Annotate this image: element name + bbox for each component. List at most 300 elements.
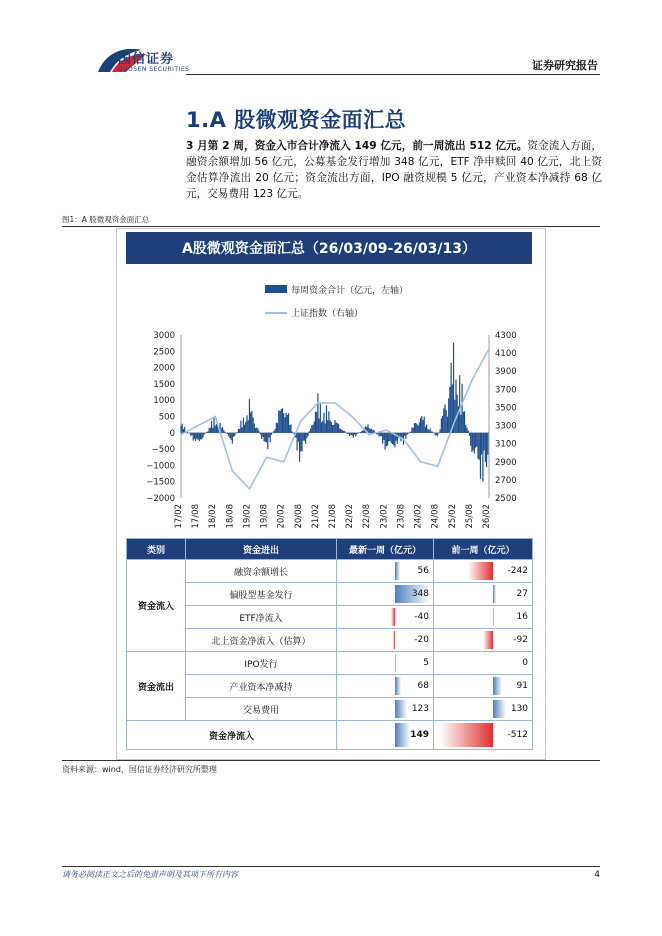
flow-bar — [386, 433, 387, 446]
latest-cell — [337, 698, 434, 721]
flow-bar — [306, 433, 307, 438]
flow-bar — [462, 384, 463, 433]
flow-bar — [237, 432, 238, 433]
flow-bar — [437, 433, 438, 437]
flow-bar — [448, 398, 449, 432]
table-row — [127, 560, 533, 583]
y-right-tick-label: 3100 — [495, 439, 517, 450]
y-right-tick-label: 3300 — [495, 421, 517, 432]
latest-cell-value: -40 — [414, 612, 429, 622]
flow-bar — [334, 420, 335, 433]
flow-bar — [273, 431, 274, 433]
header-item: 资金进出 — [186, 539, 337, 560]
summary-lead: 3 月第 2 周，资金入市合计净流入 149 亿元，前一周流出 512 亿元。 — [186, 140, 528, 152]
latest-cell-value: 5 — [423, 658, 429, 668]
table-row — [127, 698, 533, 721]
index-point — [249, 488, 251, 490]
x-tick-label: 18/02 — [208, 504, 219, 529]
flow-bar — [455, 380, 456, 433]
flow-bar — [254, 423, 255, 432]
flow-bar — [480, 433, 481, 479]
flow-bar — [345, 433, 346, 434]
flow-bar — [427, 429, 428, 433]
y-right-tick-label: 2700 — [495, 475, 517, 486]
header-category: 类别 — [127, 539, 186, 560]
latest-cell-value: 348 — [411, 589, 429, 599]
flow-bar — [422, 420, 423, 433]
capital-flow-chart — [117, 229, 543, 535]
flow-bar — [339, 428, 340, 432]
y-right-tick-label: 2500 — [495, 494, 517, 504]
flow-bar — [418, 426, 419, 433]
table-row — [127, 675, 533, 698]
flow-bar — [466, 428, 467, 433]
flow-bar — [314, 421, 315, 432]
flow-bar — [425, 427, 426, 433]
flow-bar — [272, 433, 273, 434]
flow-bar — [454, 400, 455, 433]
x-tick-label: 20/02 — [276, 504, 287, 529]
x-tick-label: 25/08 — [464, 504, 475, 529]
flow-bar — [471, 433, 472, 452]
table-header-row — [127, 539, 533, 560]
figure-bottom-divider — [62, 760, 600, 761]
prev-cell-bar — [493, 585, 496, 603]
y-left-tick-label: 0 — [169, 428, 175, 439]
flow-bar — [435, 433, 436, 436]
flow-bar — [260, 433, 261, 435]
flow-bar — [460, 415, 461, 433]
prev-cell-value: 130 — [510, 704, 528, 714]
summary-body: 资金流入方面，融资余额增加 56 亿元，公募基金发行增加 348 亿元，ETF 净申赎回 40 亿元，北上资金估算净流出 20 亿元；资金流出方面，IPO 融资规模 5 亿元，产业资本净减持 68 亿元，交易费用 123 亿元。 — [186, 140, 603, 200]
flow-bar — [320, 404, 321, 433]
flow-bar — [367, 424, 368, 432]
table-row — [127, 583, 533, 606]
table-row — [127, 606, 533, 629]
flow-bar — [355, 433, 356, 437]
flow-bar — [469, 433, 470, 436]
latest-cell-bar — [393, 631, 395, 649]
total-label: 资金净流入 — [127, 721, 337, 750]
flow-bar — [380, 433, 381, 436]
flow-bar — [326, 405, 327, 433]
flow-bar — [238, 429, 239, 433]
report-type-label: 证券研究报告 — [532, 59, 598, 72]
x-tick-label: 20/08 — [293, 504, 304, 529]
prev-cell — [434, 583, 533, 606]
flow-bar — [436, 433, 437, 435]
flow-bar — [429, 430, 430, 433]
flow-bar — [213, 417, 214, 433]
total-prev-cell-value: -512 — [507, 730, 528, 740]
flow-bar — [283, 413, 284, 433]
flow-bar — [382, 433, 383, 444]
flow-bar — [350, 433, 351, 435]
flow-bar — [408, 433, 409, 434]
flow-bar — [342, 430, 343, 433]
x-tick-label: 24/02 — [413, 504, 424, 529]
flow-bar — [265, 433, 266, 442]
flow-bar — [438, 433, 439, 434]
flow-bar — [196, 433, 197, 439]
flow-bar — [385, 433, 386, 450]
total-latest-cell — [337, 721, 434, 750]
index-point — [180, 434, 182, 436]
flow-bar — [359, 433, 360, 434]
flow-bar — [477, 433, 478, 459]
figure-top-divider — [62, 226, 600, 227]
flow-bar — [470, 433, 471, 446]
x-tick-label: 17/02 — [174, 504, 184, 529]
chart-legend — [265, 284, 408, 319]
flow-bar — [182, 424, 183, 433]
flow-bar — [224, 432, 225, 433]
index-point — [454, 420, 456, 422]
flow-bar — [475, 433, 476, 448]
table-row — [127, 652, 533, 675]
flow-bar — [409, 432, 410, 433]
flow-bar — [311, 426, 312, 433]
y-left-tick-label: −1500 — [146, 477, 175, 488]
item-cell: IPO发行 — [186, 652, 337, 675]
flow-bar — [303, 433, 304, 441]
flow-bar — [191, 433, 192, 435]
flow-bar — [387, 433, 388, 446]
item-cell: 北上资金净流入（估算） — [186, 629, 337, 652]
flow-bar — [244, 425, 245, 433]
flow-bar — [266, 433, 267, 443]
flow-bar — [349, 433, 350, 436]
flow-bar — [370, 429, 371, 433]
latest-cell-bar — [395, 654, 396, 672]
flow-bar — [485, 433, 486, 462]
flow-bar — [447, 417, 448, 433]
flow-bar — [259, 431, 260, 432]
flow-bar — [330, 420, 331, 432]
flow-bar — [194, 433, 195, 439]
flow-bar — [209, 428, 210, 433]
x-tick-label: 21/02 — [310, 504, 321, 529]
flow-bar — [199, 433, 200, 441]
flow-bar — [282, 408, 283, 432]
flow-bar — [216, 424, 217, 433]
flow-bar — [264, 433, 265, 441]
index-point — [232, 470, 234, 472]
flow-bar — [297, 433, 298, 451]
flow-bar — [344, 431, 345, 433]
flow-bar — [338, 424, 339, 433]
item-cell: 偏股型基金发行 — [186, 583, 337, 606]
flow-bar — [468, 431, 469, 433]
flow-bar — [180, 426, 181, 433]
flow-bar — [312, 425, 313, 433]
x-tick-label: 19/02 — [242, 504, 253, 529]
flow-bar — [317, 393, 318, 432]
flow-bar — [235, 433, 236, 434]
y-left-tick-label: 1500 — [153, 379, 175, 390]
index-point — [403, 438, 405, 440]
x-tick-label: 23/08 — [396, 504, 407, 529]
chart-bars — [180, 343, 488, 482]
flow-bar — [255, 428, 256, 433]
flow-bar — [281, 409, 282, 433]
flow-bar — [487, 433, 488, 455]
flow-bar — [482, 433, 483, 482]
prev-cell — [434, 560, 533, 583]
page-number: 4 — [594, 870, 600, 880]
legend-bar-swatch — [265, 285, 287, 293]
latest-cell — [337, 675, 434, 698]
flow-bar — [277, 423, 278, 433]
latest-cell — [337, 583, 434, 606]
flow-bar — [278, 410, 279, 432]
flow-bar — [404, 433, 405, 436]
flow-bar — [189, 433, 190, 434]
flow-bar — [327, 420, 328, 433]
flow-bar — [240, 421, 241, 433]
flow-bar — [415, 423, 416, 433]
index-point — [386, 429, 388, 431]
flow-bar — [195, 433, 196, 441]
prev-cell — [434, 675, 533, 698]
category-cell: 资金流入 — [127, 560, 186, 652]
flow-bar — [268, 433, 269, 438]
flow-bar — [486, 433, 487, 467]
prev-cell-bar — [493, 700, 506, 718]
flow-bar — [343, 431, 344, 433]
index-point — [214, 416, 216, 418]
flow-bar — [308, 433, 309, 436]
flow-bar — [347, 433, 348, 434]
flow-bar — [279, 411, 280, 433]
flow-bar — [383, 433, 384, 440]
latest-cell-value: 123 — [411, 704, 429, 714]
index-point — [300, 420, 302, 422]
prev-cell-bar — [493, 608, 495, 626]
flow-bar — [239, 429, 240, 433]
flow-bar — [245, 422, 246, 433]
flow-bar — [484, 433, 485, 451]
y-right-tick-label: 4300 — [495, 331, 517, 341]
flow-bar — [474, 433, 475, 454]
flow-bar — [416, 424, 417, 433]
flow-bar — [253, 418, 254, 433]
flow-bar — [336, 422, 337, 432]
flow-bar — [243, 418, 244, 433]
flow-bar — [251, 411, 252, 433]
flow-bar — [193, 433, 194, 441]
index-point — [368, 434, 370, 436]
flow-bar — [304, 433, 305, 441]
total-prev-cell-bar — [440, 723, 493, 747]
total-row — [127, 721, 533, 750]
flow-bar — [407, 433, 408, 435]
flow-bar — [286, 413, 287, 433]
index-point — [488, 348, 490, 350]
flow-bar — [242, 427, 243, 432]
flow-bar — [271, 433, 272, 435]
flow-bar — [352, 433, 353, 436]
x-tick-label: 19/08 — [259, 504, 270, 529]
flow-bar — [275, 429, 276, 433]
header-latest-week: 最新一周（亿元） — [337, 539, 434, 560]
flow-bar — [479, 433, 480, 460]
flow-bar — [316, 412, 317, 433]
y-right-tick-label: 4100 — [495, 349, 517, 360]
footer-divider — [62, 866, 600, 867]
item-cell: 交易费用 — [186, 698, 337, 721]
flow-bar — [298, 433, 299, 442]
item-cell: 融资余额增长 — [186, 560, 337, 583]
flow-bar — [358, 433, 359, 434]
flow-bar — [248, 420, 249, 433]
x-tick-label: 21/08 — [328, 504, 338, 529]
flow-bar — [200, 433, 201, 440]
flow-bar — [371, 429, 372, 433]
y-left-tick-label: −2000 — [146, 494, 175, 504]
flow-bar — [233, 433, 234, 437]
flow-bar — [481, 433, 482, 455]
y-left-tick-label: 1000 — [153, 396, 175, 407]
flow-bar — [249, 399, 250, 433]
flow-bar — [372, 430, 373, 433]
flow-bar — [440, 429, 441, 433]
flow-bar — [396, 433, 397, 441]
flow-bar — [433, 433, 434, 434]
latest-cell — [337, 606, 434, 629]
x-tick-label: 26/02 — [482, 504, 492, 529]
flow-bar — [250, 412, 251, 432]
flow-bar — [328, 411, 329, 432]
index-point — [266, 456, 268, 458]
flow-bar — [198, 433, 199, 440]
prev-cell-bar — [468, 562, 493, 580]
flow-bar — [293, 433, 294, 434]
flow-bar — [284, 417, 285, 433]
flow-bar — [323, 413, 324, 433]
flow-bar — [201, 433, 202, 440]
flow-bar — [414, 423, 415, 433]
footer-disclaimer: 请务必阅读正文之后的免责声明及其项下所有内容 — [62, 870, 238, 879]
flow-bar — [348, 433, 349, 434]
index-point — [197, 425, 199, 427]
flow-bar — [325, 423, 326, 432]
total-prev-cell — [434, 721, 533, 750]
flow-bar — [369, 428, 370, 433]
flow-bar — [363, 430, 364, 433]
index-point — [317, 402, 319, 404]
flow-bar — [256, 427, 257, 432]
x-tick-label: 22/02 — [345, 504, 356, 529]
x-tick-label: 17/08 — [191, 504, 202, 529]
flow-bar — [289, 425, 290, 433]
index-point — [351, 416, 353, 418]
flow-bar — [413, 428, 414, 433]
latest-cell-bar — [395, 562, 401, 580]
flow-bar — [341, 429, 342, 432]
flow-bar — [405, 433, 406, 439]
prev-cell-value: 0 — [522, 658, 528, 668]
latest-cell-bar — [395, 677, 402, 695]
total-latest-cell-value: 149 — [410, 730, 429, 740]
y-left-tick-label: 2500 — [153, 347, 175, 358]
flow-bar — [246, 415, 247, 432]
prev-cell-value: 16 — [516, 612, 528, 622]
latest-cell-bar — [391, 608, 395, 626]
flow-bar — [305, 433, 306, 444]
flow-bar — [378, 433, 379, 437]
flow-bar — [210, 428, 211, 433]
flow-bar — [332, 425, 333, 433]
prev-cell-value: 91 — [516, 681, 528, 691]
flow-bar — [411, 428, 412, 433]
index-point — [420, 461, 422, 463]
flow-bar — [226, 433, 227, 434]
flow-bar — [337, 423, 338, 433]
flow-bar — [465, 425, 466, 433]
prev-cell — [434, 652, 533, 675]
flow-bar — [205, 433, 206, 434]
flow-bar — [300, 433, 301, 452]
prev-cell — [434, 629, 533, 652]
flow-bar — [290, 424, 291, 432]
y-left-tick-label: 3000 — [153, 331, 175, 341]
item-cell: ETF净流入 — [186, 606, 337, 629]
flow-bar — [419, 423, 420, 433]
flow-bar — [202, 433, 203, 438]
flow-bar — [234, 433, 235, 436]
flow-bar — [301, 433, 302, 451]
category-cell: 资金流出 — [127, 652, 186, 721]
flow-bar — [215, 426, 216, 433]
latest-cell — [337, 560, 434, 583]
flow-bar — [232, 433, 233, 444]
flow-bar — [410, 432, 411, 433]
flow-bar — [257, 429, 258, 433]
flow-bar — [441, 418, 442, 432]
flow-bar — [229, 433, 230, 438]
flow-bar — [451, 363, 452, 433]
chart-title: A股微观资金面汇总（26/03/09-26/03/13） — [182, 241, 476, 257]
y-left-tick-label: 2000 — [153, 363, 175, 374]
flow-bar — [309, 431, 310, 433]
brand-name-cn: 国信证券 — [118, 52, 175, 67]
flow-bar — [353, 433, 354, 438]
flow-bar — [421, 416, 422, 433]
index-point — [283, 461, 285, 463]
flow-bar — [231, 433, 232, 440]
flow-bar — [262, 433, 263, 437]
y-right-tick-label: 3700 — [495, 385, 517, 396]
x-tick-label: 25/02 — [447, 504, 458, 529]
latest-cell-value: 56 — [417, 566, 429, 576]
figure-caption: 图1：A 股微观资金面汇总 — [62, 215, 150, 224]
flow-bar — [389, 433, 390, 441]
flow-bar — [354, 433, 355, 435]
latest-cell-bar — [395, 700, 407, 718]
flow-bar — [356, 433, 357, 434]
y-right-tick-label: 3900 — [495, 367, 517, 378]
flow-bar — [453, 343, 454, 433]
flow-bar — [446, 410, 447, 433]
flow-bar — [381, 433, 382, 437]
flow-bar — [228, 433, 229, 436]
flow-bar — [204, 433, 205, 435]
flow-bar — [222, 427, 223, 433]
flow-bar — [190, 433, 191, 436]
index-point — [471, 379, 473, 381]
flow-bar — [292, 432, 293, 433]
